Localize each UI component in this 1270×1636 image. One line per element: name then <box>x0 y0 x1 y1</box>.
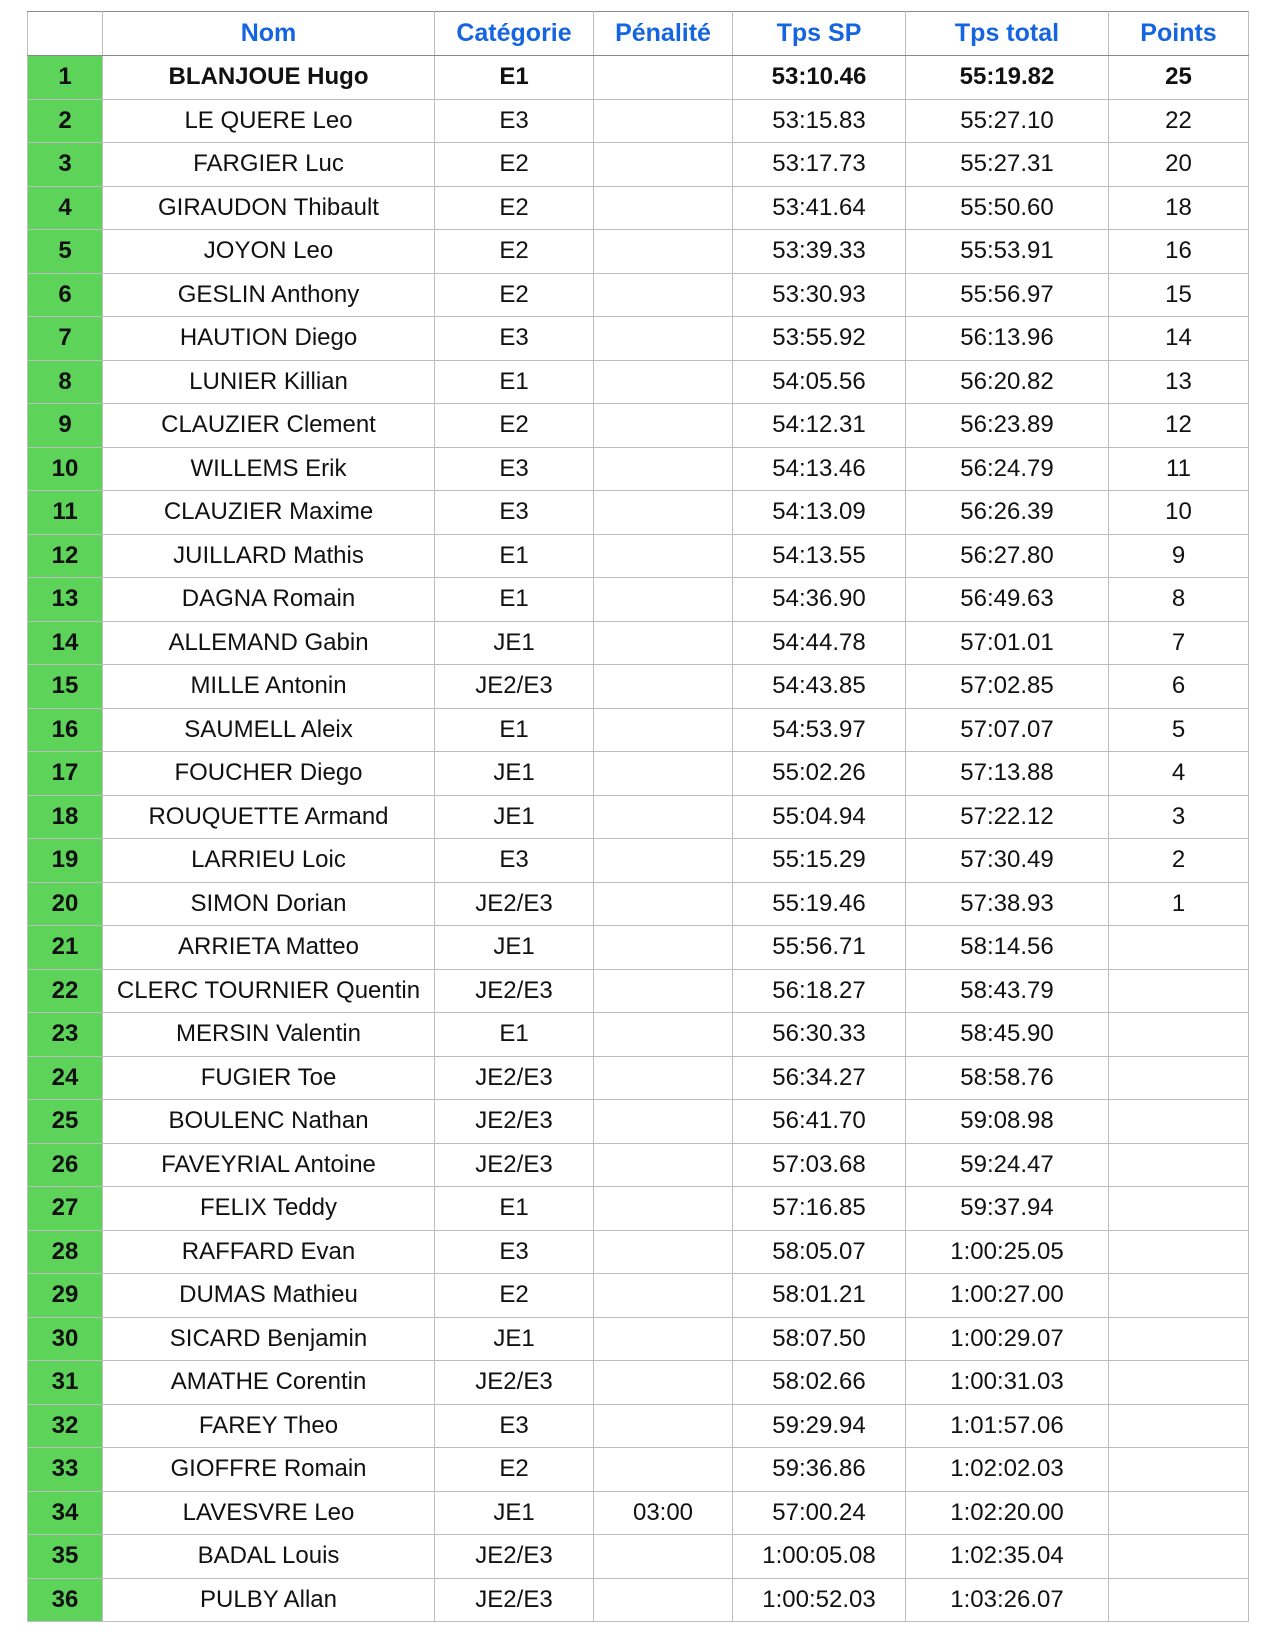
tps-total-cell: 59:08.98 <box>906 1100 1109 1144</box>
table-row <box>28 99 1249 143</box>
penalty-cell <box>594 186 733 230</box>
penalty-cell <box>594 578 733 622</box>
tps-sp-cell: 1:00:05.08 <box>733 1535 906 1579</box>
tps-total-cell: 1:02:35.04 <box>906 1535 1109 1579</box>
points-cell <box>1109 1056 1249 1100</box>
name-cell: LE QUERE Leo <box>103 99 435 143</box>
rank-cell: 15 <box>28 665 103 709</box>
penalty-cell <box>594 230 733 274</box>
rank-cell: 2 <box>28 99 103 143</box>
points-cell: 6 <box>1109 665 1249 709</box>
name-cell: PULBY Allan <box>103 1578 435 1622</box>
tps-sp-cell: 54:53.97 <box>733 708 906 752</box>
category-cell: E3 <box>435 447 594 491</box>
name-cell: FAREY Theo <box>103 1404 435 1448</box>
table-row <box>28 839 1249 883</box>
rank-cell: 36 <box>28 1578 103 1622</box>
tps-sp-cell: 54:05.56 <box>733 360 906 404</box>
name-cell: FARGIER Luc <box>103 143 435 187</box>
points-cell: 20 <box>1109 143 1249 187</box>
rank-cell: 14 <box>28 621 103 665</box>
rank-cell: 28 <box>28 1230 103 1274</box>
tps-total-cell: 59:24.47 <box>906 1143 1109 1187</box>
category-cell: E3 <box>435 1230 594 1274</box>
rank-cell: 33 <box>28 1448 103 1492</box>
table-row <box>28 969 1249 1013</box>
header-nom: Nom <box>103 12 435 56</box>
table-row <box>28 491 1249 535</box>
table-row <box>28 273 1249 317</box>
points-cell: 5 <box>1109 708 1249 752</box>
name-cell: FAVEYRIAL Antoine <box>103 1143 435 1187</box>
name-cell: CLAUZIER Clement <box>103 404 435 448</box>
name-cell: SICARD Benjamin <box>103 1317 435 1361</box>
rank-cell: 13 <box>28 578 103 622</box>
penalty-cell <box>594 447 733 491</box>
tps-total-cell: 55:56.97 <box>906 273 1109 317</box>
rank-cell: 19 <box>28 839 103 883</box>
penalty-cell <box>594 1317 733 1361</box>
points-cell <box>1109 1100 1249 1144</box>
points-cell: 14 <box>1109 317 1249 361</box>
table-row <box>28 1187 1249 1231</box>
tps-total-cell: 56:49.63 <box>906 578 1109 622</box>
table-row <box>28 56 1249 100</box>
penalty-cell <box>594 273 733 317</box>
tps-total-cell: 57:01.01 <box>906 621 1109 665</box>
penalty-cell <box>594 491 733 535</box>
points-cell: 7 <box>1109 621 1249 665</box>
name-cell: ROUQUETTE Armand <box>103 795 435 839</box>
penalty-cell <box>594 1535 733 1579</box>
category-cell: E3 <box>435 839 594 883</box>
table-row <box>28 795 1249 839</box>
tps-total-cell: 1:03:26.07 <box>906 1578 1109 1622</box>
name-cell: BOULENC Nathan <box>103 1100 435 1144</box>
table-row <box>28 447 1249 491</box>
tps-sp-cell: 54:44.78 <box>733 621 906 665</box>
category-cell: JE2/E3 <box>435 882 594 926</box>
name-cell: DAGNA Romain <box>103 578 435 622</box>
rank-cell: 7 <box>28 317 103 361</box>
tps-sp-cell: 53:15.83 <box>733 99 906 143</box>
name-cell: GESLIN Anthony <box>103 273 435 317</box>
name-cell: GIRAUDON Thibault <box>103 186 435 230</box>
header-row <box>28 12 1249 56</box>
penalty-cell <box>594 1274 733 1318</box>
tps-total-cell: 58:43.79 <box>906 969 1109 1013</box>
tps-sp-cell: 56:30.33 <box>733 1013 906 1057</box>
tps-total-cell: 57:02.85 <box>906 665 1109 709</box>
category-cell: JE2/E3 <box>435 1535 594 1579</box>
name-cell: DUMAS Mathieu <box>103 1274 435 1318</box>
tps-sp-cell: 54:13.46 <box>733 447 906 491</box>
rank-cell: 16 <box>28 708 103 752</box>
penalty-cell <box>594 926 733 970</box>
tps-sp-cell: 53:30.93 <box>733 273 906 317</box>
rank-cell: 4 <box>28 186 103 230</box>
tps-total-cell: 55:50.60 <box>906 186 1109 230</box>
points-cell: 9 <box>1109 534 1249 578</box>
name-cell: MILLE Antonin <box>103 665 435 709</box>
header-rank <box>28 12 103 56</box>
name-cell: BADAL Louis <box>103 1535 435 1579</box>
tps-total-cell: 1:00:25.05 <box>906 1230 1109 1274</box>
name-cell: RAFFARD Evan <box>103 1230 435 1274</box>
tps-sp-cell: 59:29.94 <box>733 1404 906 1448</box>
penalty-cell <box>594 143 733 187</box>
category-cell: JE2/E3 <box>435 969 594 1013</box>
name-cell: SIMON Dorian <box>103 882 435 926</box>
tps-sp-cell: 54:13.55 <box>733 534 906 578</box>
penalty-cell <box>594 752 733 796</box>
table-row <box>28 230 1249 274</box>
rank-cell: 27 <box>28 1187 103 1231</box>
points-cell: 13 <box>1109 360 1249 404</box>
category-cell: JE2/E3 <box>435 1100 594 1144</box>
table-row <box>28 621 1249 665</box>
points-cell <box>1109 1448 1249 1492</box>
points-cell <box>1109 1404 1249 1448</box>
points-cell <box>1109 1187 1249 1231</box>
penalty-cell <box>594 665 733 709</box>
points-cell: 10 <box>1109 491 1249 535</box>
table-row <box>28 882 1249 926</box>
table-row <box>28 534 1249 578</box>
tps-total-cell: 56:23.89 <box>906 404 1109 448</box>
tps-sp-cell: 1:00:52.03 <box>733 1578 906 1622</box>
points-cell <box>1109 1013 1249 1057</box>
tps-total-cell: 56:27.80 <box>906 534 1109 578</box>
points-cell: 18 <box>1109 186 1249 230</box>
table-row <box>28 1491 1249 1535</box>
category-cell: E2 <box>435 1448 594 1492</box>
category-cell: E2 <box>435 143 594 187</box>
rank-cell: 11 <box>28 491 103 535</box>
tps-total-cell: 57:07.07 <box>906 708 1109 752</box>
penalty-cell <box>594 1361 733 1405</box>
points-cell <box>1109 1491 1249 1535</box>
penalty-cell <box>594 621 733 665</box>
points-cell: 3 <box>1109 795 1249 839</box>
rank-cell: 12 <box>28 534 103 578</box>
name-cell: BLANJOUE Hugo <box>103 56 435 100</box>
penalty-cell <box>594 360 733 404</box>
penalty-cell <box>594 404 733 448</box>
points-cell <box>1109 1317 1249 1361</box>
category-cell: E2 <box>435 404 594 448</box>
tps-sp-cell: 56:34.27 <box>733 1056 906 1100</box>
points-cell: 1 <box>1109 882 1249 926</box>
rank-cell: 21 <box>28 926 103 970</box>
points-cell: 4 <box>1109 752 1249 796</box>
rank-cell: 17 <box>28 752 103 796</box>
tps-total-cell: 1:00:29.07 <box>906 1317 1109 1361</box>
rank-cell: 24 <box>28 1056 103 1100</box>
rank-cell: 29 <box>28 1274 103 1318</box>
table-row <box>28 1143 1249 1187</box>
table-row <box>28 708 1249 752</box>
category-cell: JE1 <box>435 1491 594 1535</box>
tps-sp-cell: 53:10.46 <box>733 56 906 100</box>
penalty-cell: 03:00 <box>594 1491 733 1535</box>
points-cell: 12 <box>1109 404 1249 448</box>
tps-total-cell: 57:38.93 <box>906 882 1109 926</box>
rank-cell: 22 <box>28 969 103 1013</box>
name-cell: LUNIER Killian <box>103 360 435 404</box>
rank-cell: 26 <box>28 1143 103 1187</box>
name-cell: FUGIER Toe <box>103 1056 435 1100</box>
tps-sp-cell: 58:02.66 <box>733 1361 906 1405</box>
points-cell <box>1109 969 1249 1013</box>
table-row <box>28 1230 1249 1274</box>
points-cell: 11 <box>1109 447 1249 491</box>
tps-total-cell: 1:00:31.03 <box>906 1361 1109 1405</box>
category-cell: E1 <box>435 578 594 622</box>
penalty-cell <box>594 1100 733 1144</box>
rank-cell: 32 <box>28 1404 103 1448</box>
category-cell: E2 <box>435 186 594 230</box>
tps-sp-cell: 57:16.85 <box>733 1187 906 1231</box>
tps-sp-cell: 55:15.29 <box>733 839 906 883</box>
rank-cell: 23 <box>28 1013 103 1057</box>
points-cell <box>1109 1535 1249 1579</box>
name-cell: WILLEMS Erik <box>103 447 435 491</box>
tps-total-cell: 56:24.79 <box>906 447 1109 491</box>
category-cell: JE1 <box>435 926 594 970</box>
rank-cell: 18 <box>28 795 103 839</box>
tps-sp-cell: 55:56.71 <box>733 926 906 970</box>
tps-sp-cell: 54:13.09 <box>733 491 906 535</box>
category-cell: E3 <box>435 491 594 535</box>
category-cell: JE1 <box>435 621 594 665</box>
rank-cell: 30 <box>28 1317 103 1361</box>
tps-total-cell: 57:22.12 <box>906 795 1109 839</box>
name-cell: ARRIETA Matteo <box>103 926 435 970</box>
table-row <box>28 1056 1249 1100</box>
tps-sp-cell: 54:12.31 <box>733 404 906 448</box>
tps-total-cell: 57:13.88 <box>906 752 1109 796</box>
category-cell: E3 <box>435 317 594 361</box>
category-cell: E3 <box>435 99 594 143</box>
points-cell <box>1109 1230 1249 1274</box>
penalty-cell <box>594 1230 733 1274</box>
rank-cell: 31 <box>28 1361 103 1405</box>
rank-cell: 8 <box>28 360 103 404</box>
tps-sp-cell: 57:00.24 <box>733 1491 906 1535</box>
points-cell <box>1109 1361 1249 1405</box>
table-row <box>28 317 1249 361</box>
category-cell: E1 <box>435 1187 594 1231</box>
tps-sp-cell: 53:55.92 <box>733 317 906 361</box>
name-cell: JOYON Leo <box>103 230 435 274</box>
category-cell: E2 <box>435 1274 594 1318</box>
name-cell: LARRIEU Loic <box>103 839 435 883</box>
tps-total-cell: 1:00:27.00 <box>906 1274 1109 1318</box>
tps-sp-cell: 53:39.33 <box>733 230 906 274</box>
tps-total-cell: 59:37.94 <box>906 1187 1109 1231</box>
category-cell: E3 <box>435 1404 594 1448</box>
category-cell: JE2/E3 <box>435 1143 594 1187</box>
category-cell: E2 <box>435 230 594 274</box>
table-row <box>28 1448 1249 1492</box>
penalty-cell <box>594 99 733 143</box>
name-cell: AMATHE Corentin <box>103 1361 435 1405</box>
tps-sp-cell: 53:41.64 <box>733 186 906 230</box>
tps-sp-cell: 53:17.73 <box>733 143 906 187</box>
tps-sp-cell: 55:19.46 <box>733 882 906 926</box>
rank-cell: 1 <box>28 56 103 100</box>
penalty-cell <box>594 1448 733 1492</box>
rank-cell: 10 <box>28 447 103 491</box>
tps-total-cell: 57:30.49 <box>906 839 1109 883</box>
points-cell <box>1109 1274 1249 1318</box>
points-cell <box>1109 1578 1249 1622</box>
name-cell: FELIX Teddy <box>103 1187 435 1231</box>
points-cell: 15 <box>1109 273 1249 317</box>
table-row <box>28 1535 1249 1579</box>
category-cell: JE1 <box>435 1317 594 1361</box>
tps-total-cell: 56:20.82 <box>906 360 1109 404</box>
penalty-cell <box>594 56 733 100</box>
results-table <box>27 11 1249 1622</box>
table-row <box>28 143 1249 187</box>
tps-total-cell: 55:19.82 <box>906 56 1109 100</box>
penalty-cell <box>594 1143 733 1187</box>
category-cell: JE2/E3 <box>435 665 594 709</box>
penalty-cell <box>594 534 733 578</box>
category-cell: JE1 <box>435 752 594 796</box>
tps-sp-cell: 55:02.26 <box>733 752 906 796</box>
tps-sp-cell: 56:18.27 <box>733 969 906 1013</box>
header-tps-total: Tps total <box>906 12 1109 56</box>
name-cell: ALLEMAND Gabin <box>103 621 435 665</box>
name-cell: LAVESVRE Leo <box>103 1491 435 1535</box>
category-cell: E1 <box>435 1013 594 1057</box>
rank-cell: 3 <box>28 143 103 187</box>
name-cell: JUILLARD Mathis <box>103 534 435 578</box>
name-cell: CLERC TOURNIER Quentin <box>103 969 435 1013</box>
points-cell <box>1109 926 1249 970</box>
penalty-cell <box>594 317 733 361</box>
tps-total-cell: 55:53.91 <box>906 230 1109 274</box>
table-row <box>28 752 1249 796</box>
tps-total-cell: 1:01:57.06 <box>906 1404 1109 1448</box>
name-cell: GIOFFRE Romain <box>103 1448 435 1492</box>
category-cell: JE2/E3 <box>435 1578 594 1622</box>
rank-cell: 6 <box>28 273 103 317</box>
table-row <box>28 1274 1249 1318</box>
penalty-cell <box>594 882 733 926</box>
category-cell: JE1 <box>435 795 594 839</box>
tps-total-cell: 56:13.96 <box>906 317 1109 361</box>
header-penalite: Pénalité <box>594 12 733 56</box>
header-categorie: Catégorie <box>435 12 594 56</box>
table-header <box>28 12 1249 56</box>
tps-total-cell: 55:27.31 <box>906 143 1109 187</box>
tps-total-cell: 56:26.39 <box>906 491 1109 535</box>
points-cell: 8 <box>1109 578 1249 622</box>
table-row <box>28 404 1249 448</box>
category-cell: E1 <box>435 534 594 578</box>
tps-sp-cell: 55:04.94 <box>733 795 906 839</box>
tps-sp-cell: 54:43.85 <box>733 665 906 709</box>
table-row <box>28 1361 1249 1405</box>
table-row <box>28 186 1249 230</box>
rank-cell: 34 <box>28 1491 103 1535</box>
table-row <box>28 926 1249 970</box>
tps-sp-cell: 58:07.50 <box>733 1317 906 1361</box>
category-cell: JE2/E3 <box>435 1056 594 1100</box>
category-cell: E1 <box>435 708 594 752</box>
points-cell: 2 <box>1109 839 1249 883</box>
points-cell: 25 <box>1109 56 1249 100</box>
category-cell: E1 <box>435 360 594 404</box>
tps-sp-cell: 56:41.70 <box>733 1100 906 1144</box>
tps-total-cell: 1:02:20.00 <box>906 1491 1109 1535</box>
rank-cell: 25 <box>28 1100 103 1144</box>
penalty-cell <box>594 708 733 752</box>
category-cell: JE2/E3 <box>435 1361 594 1405</box>
name-cell: FOUCHER Diego <box>103 752 435 796</box>
name-cell: MERSIN Valentin <box>103 1013 435 1057</box>
tps-total-cell: 58:45.90 <box>906 1013 1109 1057</box>
tps-sp-cell: 57:03.68 <box>733 1143 906 1187</box>
rank-cell: 20 <box>28 882 103 926</box>
tps-total-cell: 1:02:02.03 <box>906 1448 1109 1492</box>
table-row <box>28 578 1249 622</box>
table-row <box>28 1578 1249 1622</box>
name-cell: CLAUZIER Maxime <box>103 491 435 535</box>
rank-cell: 9 <box>28 404 103 448</box>
rank-cell: 35 <box>28 1535 103 1579</box>
penalty-cell <box>594 1013 733 1057</box>
penalty-cell <box>594 839 733 883</box>
header-points: Points <box>1109 12 1249 56</box>
name-cell: HAUTION Diego <box>103 317 435 361</box>
penalty-cell <box>594 1404 733 1448</box>
points-cell <box>1109 1143 1249 1187</box>
tps-total-cell: 55:27.10 <box>906 99 1109 143</box>
tps-total-cell: 58:14.56 <box>906 926 1109 970</box>
points-cell: 22 <box>1109 99 1249 143</box>
table-row <box>28 360 1249 404</box>
penalty-cell <box>594 1056 733 1100</box>
tps-total-cell: 58:58.76 <box>906 1056 1109 1100</box>
table-row <box>28 1013 1249 1057</box>
penalty-cell <box>594 795 733 839</box>
tps-sp-cell: 58:01.21 <box>733 1274 906 1318</box>
category-cell: E2 <box>435 273 594 317</box>
table-row <box>28 1100 1249 1144</box>
rank-cell: 5 <box>28 230 103 274</box>
tps-sp-cell: 59:36.86 <box>733 1448 906 1492</box>
penalty-cell <box>594 1187 733 1231</box>
points-cell: 16 <box>1109 230 1249 274</box>
table-row <box>28 1317 1249 1361</box>
tps-sp-cell: 54:36.90 <box>733 578 906 622</box>
header-tps-sp: Tps SP <box>733 12 906 56</box>
tps-sp-cell: 58:05.07 <box>733 1230 906 1274</box>
penalty-cell <box>594 1578 733 1622</box>
name-cell: SAUMELL Aleix <box>103 708 435 752</box>
penalty-cell <box>594 969 733 1013</box>
category-cell: E1 <box>435 56 594 100</box>
table-row <box>28 1404 1249 1448</box>
table-row <box>28 665 1249 709</box>
table-body <box>28 56 1249 1622</box>
